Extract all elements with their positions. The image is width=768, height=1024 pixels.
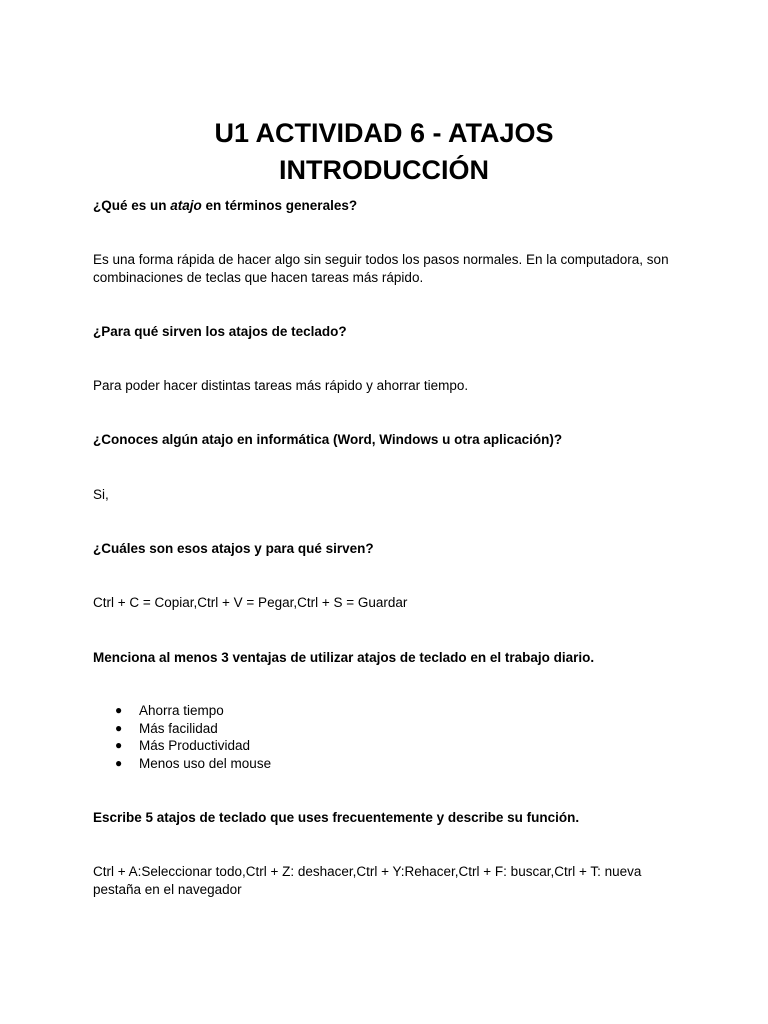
question-6: Escribe 5 atajos de teclado que uses frecuentemente y describe su función. [93, 810, 580, 825]
bullet-icon: ● [115, 703, 123, 717]
answer-2: Para poder hacer distintas tareas más rápido y ahorrar tiempo. [93, 378, 469, 393]
question-3: ¿Conoces algún atajo en informática (Word, Windows u otra aplicación)? [93, 432, 563, 447]
answer-6: Ctrl + A:Seleccionar todo,Ctrl + Z: deshacer,Ctrl + Y:Rehacer,Ctrl + F: buscar,Ctrl + T: nueva pestaña en el navegador [93, 864, 642, 897]
answer-4: Ctrl + C = Copiar,Ctrl + V = Pegar,Ctrl + S = Guardar [93, 595, 408, 610]
question-1-emphasis: atajo [170, 198, 202, 213]
question-4: ¿Cuáles son esos atajos y para qué sirven? [93, 541, 374, 556]
list-item: ● Más Productividad [115, 738, 251, 753]
bullet-icon: ● [115, 755, 123, 770]
list-item: ● Más facilidad [115, 720, 218, 736]
list-item: ● Menos uso del mouse [115, 755, 272, 771]
list-item: ● Ahorra tiempo [115, 703, 224, 718]
answer-1: Es una forma rápida de hacer algo sin seguir todos los pasos normales. En la computadora, son combinaciones de teclas que hacen tareas más rápido. [93, 252, 669, 285]
question-1: ¿Qué es un atajo en términos generales? [93, 198, 358, 213]
question-5: Menciona al menos 3 ventajas de utilizar atajos de teclado en el trabajo diario. [93, 650, 595, 665]
page-title [0, 115, 768, 189]
question-2: ¿Para qué sirven los atajos de teclado? [93, 324, 347, 339]
answer-3: Si, [93, 487, 109, 502]
bullet-icon: ● [115, 720, 123, 735]
advantages-list [93, 702, 271, 772]
title-line-2: INTRODUCCIÓN [279, 155, 489, 185]
bullet-icon: ● [115, 738, 123, 752]
title-line-1: U1 ACTIVIDAD 6 - ATAJOS [214, 118, 554, 148]
